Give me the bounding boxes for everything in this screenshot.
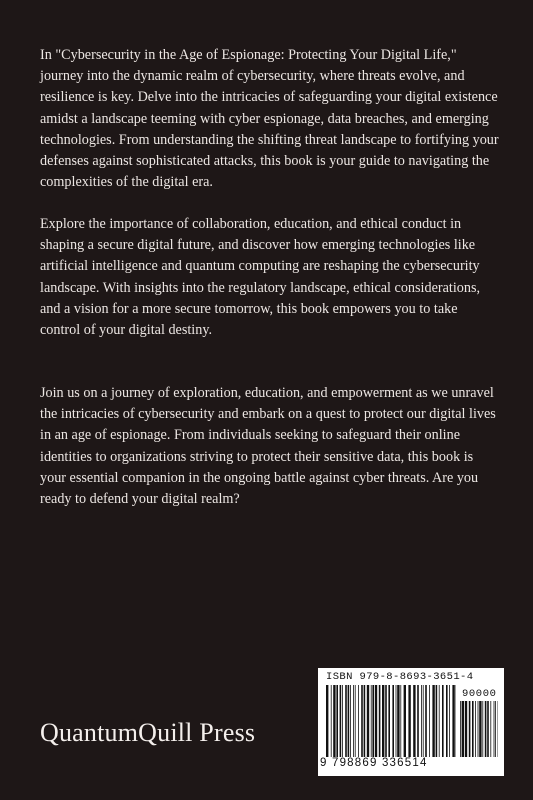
isbn-label: ISBN 979-8-8693-3651-4 bbox=[326, 671, 474, 683]
addon-barcode-bars bbox=[460, 701, 498, 757]
isbn-barcode bbox=[318, 668, 504, 776]
publisher-name: QuantumQuill Press bbox=[40, 718, 256, 747]
blurb-paragraph-2: Explore the importance of collaboration, education, and ethical conduct in shaping a secure digital future, and discover how emerging technologies like artificial intelligence and quantum computing are reshaping the cybersecurity landscape. With insights into the regulatory landscape, ethical considerations, and a vision for a more secure tomorrow, this book empowers you to take control of your digital destiny. bbox=[40, 216, 481, 339]
blurb-paragraph-1: In "Cybersecurity in the Age of Espionage: Protecting Your Digital Life," journey into the dynamic realm of cybersecurity, where threats evolve, and resilience is key. Delve into the intricacies of safeguarding your digital existence amidst a landscape teeming with cyber espionage, data breaches, and emerging technologies. From understanding the shifting threat landscape to fortifying your defenses against sophisticated attacks, this book is your guide to navigating the complexities of the digital era. bbox=[40, 47, 499, 191]
blurb-paragraph-3: Join us on a journey of exploration, education, and empowerment as we unravel the intricacies of cybersecurity and embark on a quest to protect our digital lives in an age of espionage. From individuals seeking to safeguard their online identities to organizations striving to protect their sensitive data, this book is your essential companion in the ongoing battle against cyber threats. Are you ready to defend your digital realm? bbox=[40, 385, 496, 508]
barcode-bars bbox=[326, 685, 456, 757]
price-code: 90000 bbox=[462, 688, 497, 700]
barcode-digits: 9 798869 336514 bbox=[320, 757, 428, 769]
